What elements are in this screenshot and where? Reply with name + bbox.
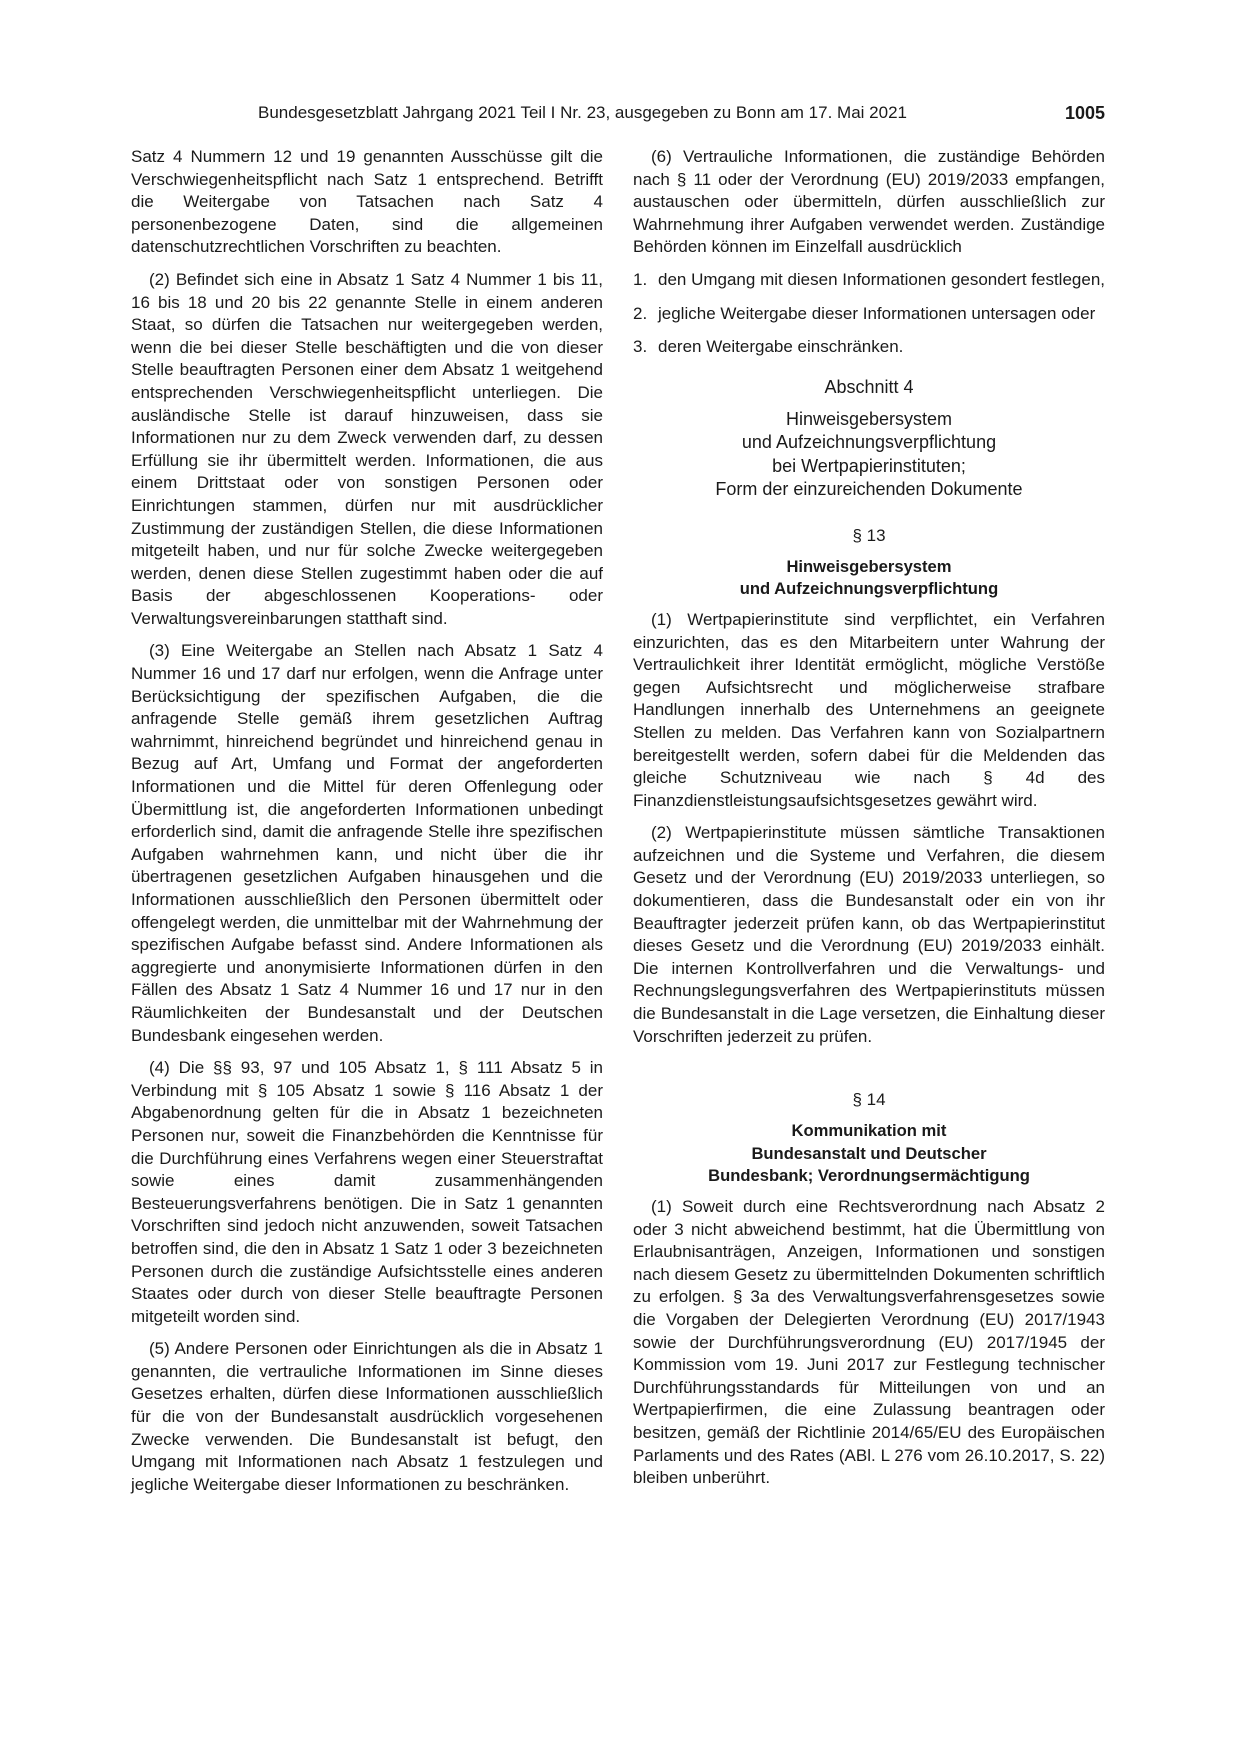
list-item-number: 1. — [633, 269, 648, 289]
paragraph-13-abs-1: (1) Wertpapierinstitute sind verpflichtet, ein Verfahren einzurichten, das es den Mitarbeitern unter Wahrung der Vertraulichkeit ihrer Identität ermöglicht, mögliche Verstöße gegen Aufsichtsrecht und möglicherweise strafbare Handlungen innerhalb des Unternehmens an geeignete Stellen zu melden. Das Verfahren kann von Sozialpartnern bereitgestellt werden, sofern dabei für die Meldenden das gleiche Schutzniveau wie nach § 4d des Finanzdienstleistungsaufsichtsgesetzes gewährt wird. — [633, 609, 1105, 810]
header-title: Bundesgesetzblatt Jahrgang 2021 Teil I Nr. 23, ausgegeben zu Bonn am 17. Mai 2021 — [258, 103, 907, 122]
paragraph-14-abs-1: (1) Soweit durch eine Rechtsverordnung nach Absatz 2 oder 3 nicht abweichend bestimmt, hat die Übermittlung von Erlaubnisanträgen, Anzeigen, Informationen und sonstigen nach diesem Gesetz zu übermittelnden Dokumenten schriftlich zu erfolgen. § 3a des Verwaltungsverfahrensgesetzes sowie die Vorgaben der Delegierten Verordnung (EU) 2017/1943 sowie der Durchführungsverordnung (EU) 2017/1945 der Kommission vom 19. Juni 2017 zur Festlegung technischer Durchführungsstandards für Mitteilungen von und an Wertpapierfirmen, die eine Zulassung beantragen oder besitzen, gemäß der Richtlinie 2014/65/EU des Europäischen Parlaments und des Rates (ABl. L 276 vom 26.10.2017, S. 22) bleiben unberührt. — [633, 1197, 1105, 1488]
paragraph-title-line: und Aufzeichnungsverpflichtung — [739, 579, 999, 599]
list-item-text: deren Weitergabe einschränken. — [658, 337, 904, 357]
section-title-line: Form der einzureichenden Dokumente — [715, 479, 1023, 500]
list-item-text: den Umgang mit diesen Informationen gesondert festlegen, — [658, 269, 1105, 289]
paragraph-abs-3: (3) Eine Weitergabe an Stellen nach Absatz 1 Satz 4 Nummer 16 und 17 darf nur erfolgen, wenn die Anfrage unter Berücksichtigung der spezifischen Aufgaben, die die anfragende Stelle gemäß ihrem gesetzlichen Auftrag wahrnimmt, hinreichend begründet und hinreichend genau in Bezug auf Art, Umfang und Format der angeforderten Informationen und die Mittel für deren Offenlegung oder Übermittlung ist, die angeforderten Informationen unbedingt erforderlich sind, damit die anfragende Stelle ihre spezifischen Aufgaben wahrnehmen kann, und nicht über die ihr übertragenen gesetzlichen Aufgaben hinausgehen und die Informationen ausschließlich den Personen übermittelt oder offengelegt werden, die unmittelbar mit der Wahrnehmung der spezifischen Aufgabe befasst sind. Andere Informationen als aggregierte und anonymisierte Informationen dürfen in den Fällen des Absatz 1 Satz 4 Nummer 16 und 17 nur in den Räumlichkeiten der Bundesanstalt und der Deutschen Bundesbank eingesehen werden. — [131, 641, 603, 1045]
paragraph-sign-13: § 13 — [852, 525, 886, 545]
list-item — [633, 269, 1105, 292]
spacer — [633, 1058, 1105, 1078]
paragraph-abs-5: (5) Andere Personen oder Einrichtungen als die in Absatz 1 genannten, die vertrauliche Informationen im Sinne dieses Gesetzes erhalten, dürfen diese Informationen ausschließlich für die von der Bundesanstalt ausdrücklich vorgesehenen Zwecke verwenden. Die Bundesanstalt ist befugt, den Umgang mit Informationen nach Absatz 1 festzulegen und jegliche Weitergabe dieser Informationen zu beschränken. — [131, 1339, 603, 1494]
paragraph-abs-4: (4) Die §§ 93, 97 und 105 Absatz 1, § 111 Absatz 5 in Verbindung mit § 105 Absatz 1 sowie § 116 Absatz 1 der Abgabenordnung gelten für die in Absatz 1 bezeichneten Personen nur, soweit die Finanzbehörden die Kenntnisse für die Durchführung eines Verfahrens wegen einer Steuerstraftat sowie eines damit zusammenhängenden Besteuerungsverfahrens benötigen. Die in Satz 1 genannten Vorschriften sind jedoch nicht anzuwenden, soweit Tatsachen betroffen sind, die den in Absatz 1 Satz 1 oder 3 bezeichneten Personen durch die zuständige Aufsichtsstelle eines anderen Staates oder durch von dieser Stelle beauftragte Personen mitgeteilt worden sind. — [131, 1058, 603, 1326]
list-item-number: 3. — [633, 337, 648, 357]
list-item-number: 2. — [633, 303, 648, 323]
section-title — [633, 408, 1105, 502]
paragraph-13-abs-2: (2) Wertpapierinstitute müssen sämtliche Transaktionen aufzeichnen und die Systeme und Verfahren, die diesem Gesetz und der Verordnung (EU) 2019/2033 unterliegen, so dokumentieren, dass die Bundesanstalt oder ein von ihr Beauftragter jederzeit prüfen kann, ob das Wertpapierinstitut dieses Gesetz und die Verordnung (EU) 2019/2033 einhält. Die internen Kontrollverfahren und die Verwaltungs- und Rechnungslegungsverfahren des Wertpapierinstituts müssen die Bundesanstalt in die Lage versetzen, die Einhaltung dieser Vorschriften jederzeit zu prüfen. — [633, 823, 1105, 1046]
section-title-line: bei Wertpapierinstituten; — [772, 455, 966, 476]
list-item — [633, 303, 1105, 326]
list-item — [633, 336, 1105, 359]
list-item-text: jegliche Weitergabe dieser Informationen untersagen oder — [658, 303, 1096, 323]
paragraph-abs-2: (2) Befindet sich eine in Absatz 1 Satz 4 Nummer 1 bis 11, 16 bis 18 und 20 bis 22 genannte Stelle in einem anderen Staat, so dürfen die Tatsachen nur weitergegeben werden, wenn die bei dieser Stelle beschäftigten und die von dieser Stelle beauftragten Personen einer dem Absatz 1 weitgehend entsprechenden Verschwiegenheitspflicht unterliegen. Die ausländische Stelle ist darauf hinzuweisen, dass sie Informationen nur zu dem Zweck verwenden darf, zu dessen Erfüllung sie ihr übermittelt werden. Informationen, die aus einem Drittstaat oder von sonstigen Personen oder Einrichtungen stammen, dürfen nur mit ausdrücklicher Zustimmung der zuständigen Stellen, die diese Informationen mitgeteilt haben, und nur für solche Zwecke weitergegeben werden, denen diese Stellen zugestimmt haben oder die auf Basis der abgeschlossenen Kooperations- oder Verwaltungsvereinbarungen statthaft sind. — [131, 269, 603, 628]
paragraph-abs-6: (6) Vertrauliche Informationen, die zuständige Behörden nach § 11 oder der Verordnung (EU) 2019/2033 empfangen, austauschen oder übermitteln, dürfen ausschließlich zur Wahrnehmung ihrer Aufgaben verwendet werden. Zuständige Behörden können im Einzelfall ausdrücklich — [633, 147, 1105, 257]
enumeration-list — [633, 269, 1105, 359]
section-label: Abschnitt 4 — [824, 376, 914, 397]
right-column — [633, 146, 1105, 1500]
paragraph-continuation: Satz 4 Nummern 12 und 19 genannten Ausschüsse gilt die Verschwiegenheitspflicht nach Satz 1 entsprechend. Betrifft die Weitergabe von Tatsachen nach Satz 4 personenbezogene Daten, sind die allgemeinen datenschutzrechtlichen Vorschriften zu beachten. — [131, 147, 603, 257]
paragraph-title-line: Bundesanstalt und Deutscher — [751, 1143, 987, 1163]
paragraph-title-14 — [633, 1120, 1105, 1188]
page-header — [130, 100, 1105, 126]
page-number: 1005 — [1064, 103, 1105, 123]
paragraph-title-line: Kommunikation mit — [791, 1121, 947, 1141]
section-title-line: und Aufzeichnungsverpflichtung — [741, 432, 997, 453]
paragraph-title-line: Hinweisgebersystem — [786, 556, 952, 576]
left-column — [131, 146, 603, 1506]
paragraph-title-13 — [633, 556, 1105, 601]
paragraph-sign-14: § 14 — [852, 1090, 886, 1110]
section-title-line: Hinweisgebersystem — [785, 408, 953, 429]
paragraph-title-line: Bundesbank; Verordnungsermächtigung — [708, 1166, 1030, 1186]
